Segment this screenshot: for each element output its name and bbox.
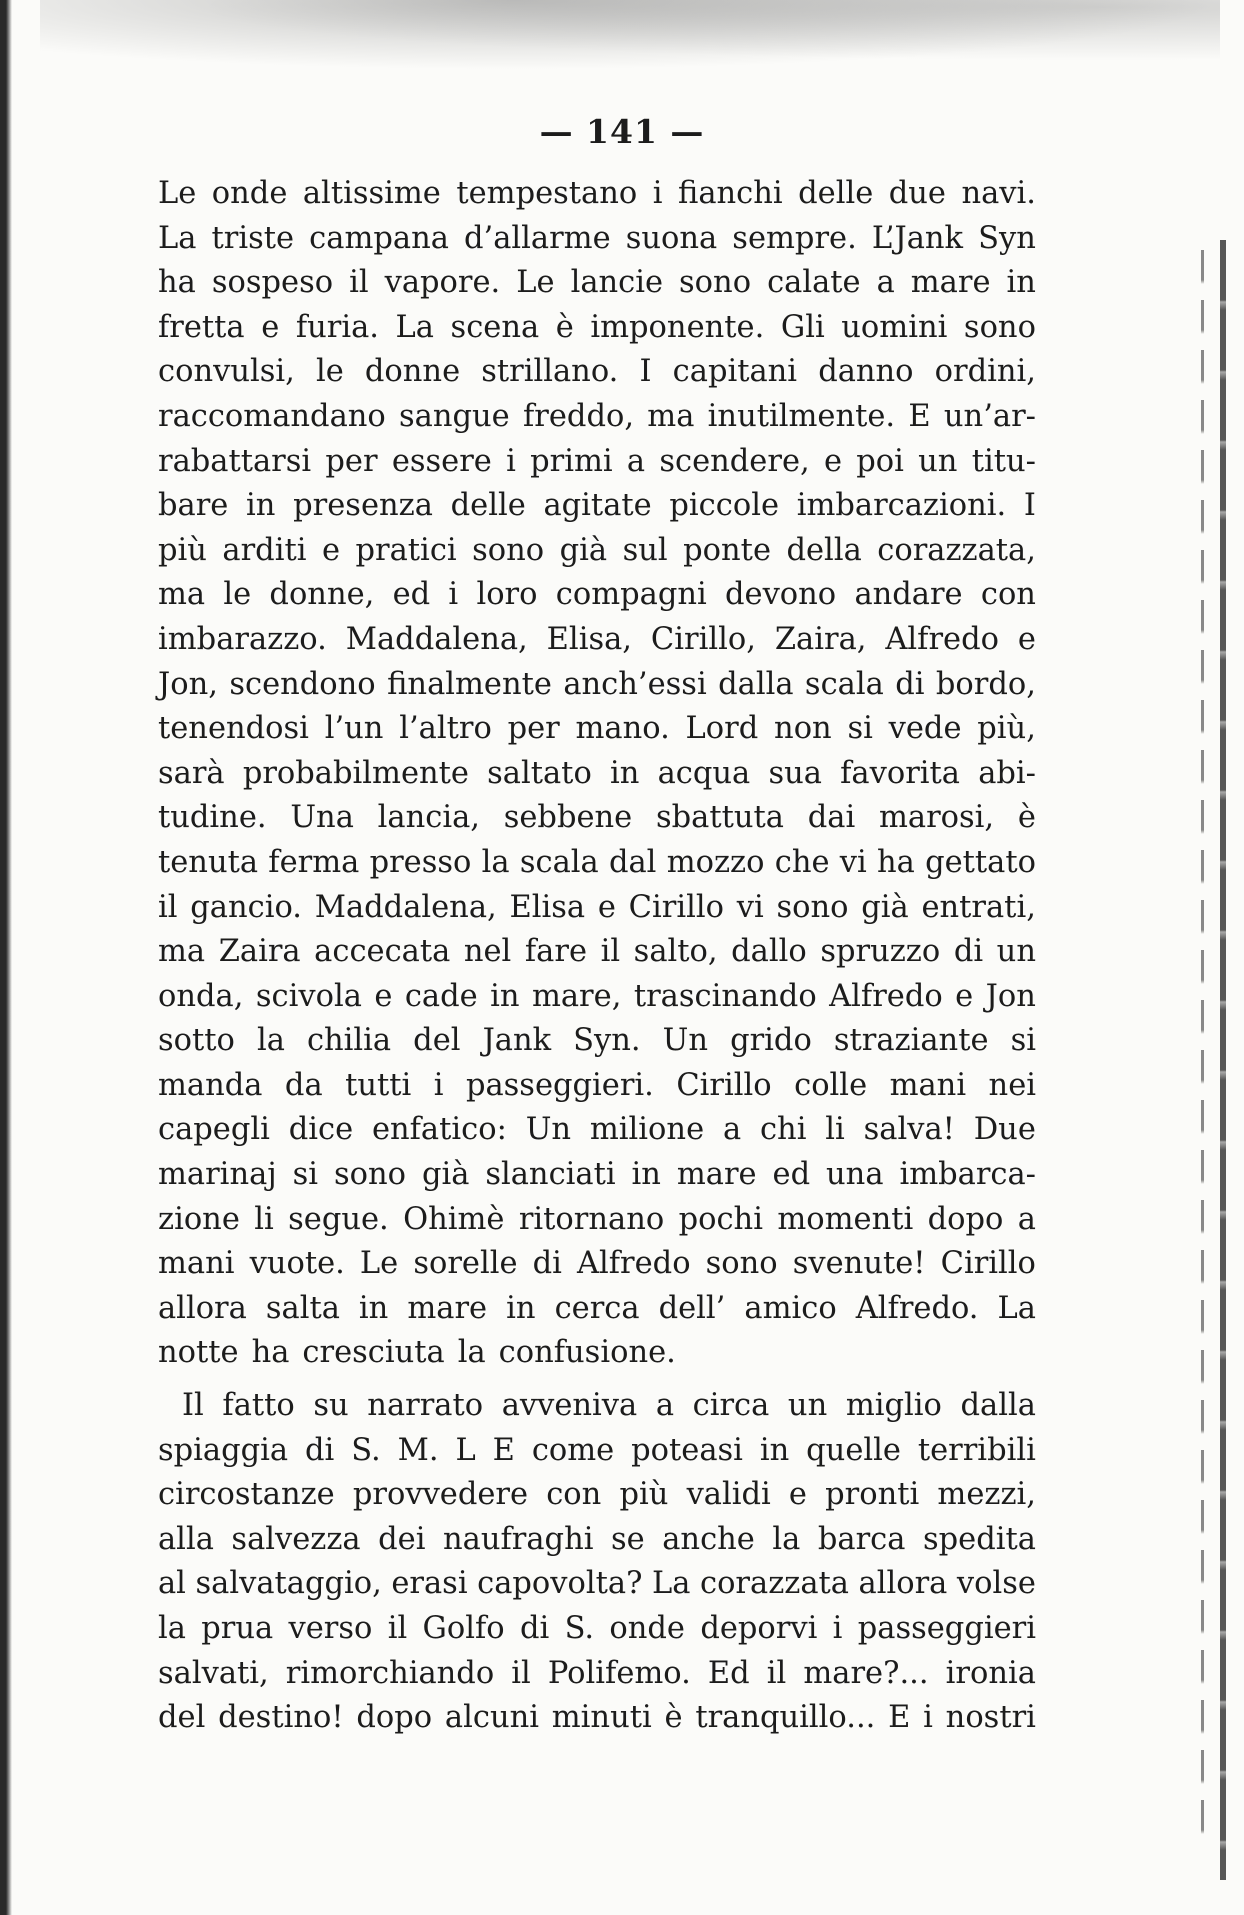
text-line: bare in presenza delle agitate piccole imbarcazioni. I bbox=[158, 488, 1036, 524]
text-line: sotto la chilia del Jank Syn. Un grido straziante si bbox=[158, 1023, 1036, 1059]
text-line: fretta e furia. La scena è imponente. Gli uomini sono bbox=[158, 309, 1036, 345]
text-line: tenendosi l’un l’altro per mano. Lord non si vede più, bbox=[158, 711, 1036, 747]
text-line: zione li segue. Ohimè ritornano pochi momenti dopo a bbox=[158, 1201, 1036, 1237]
text-line: rabattarsi per essere i primi a scendere, e poi un titu- bbox=[158, 443, 1036, 479]
text-line: imbarazzo. Maddalena, Elisa, Cirillo, Zaira, Alfredo e bbox=[158, 621, 1036, 657]
scan-edge-right-inner bbox=[1201, 250, 1204, 1850]
text-line: sarà probabilmente saltato in acqua sua favorita abi- bbox=[158, 755, 1036, 791]
text-line: salvati, rimorchiando il Polifemo. Ed il mare?... ironia bbox=[158, 1655, 1036, 1691]
paragraph bbox=[158, 172, 1036, 1376]
text-line: La triste campana d’allarme suona sempre. L’Jank Syn bbox=[158, 220, 1036, 256]
text-line: capegli dice enfatico: Un milione a chi li salva! Due bbox=[158, 1112, 1036, 1148]
text-line: raccomandano sangue freddo, ma inutilmente. E un’ar- bbox=[158, 398, 1036, 434]
text-line: mani vuote. Le sorelle di Alfredo sono svenute! Cirillo bbox=[158, 1246, 1036, 1282]
text-line: ha sospeso il vapore. Le lancie sono calate a mare in bbox=[158, 265, 1036, 301]
text-line: il gancio. Maddalena, Elisa e Cirillo vi sono già entrati, bbox=[158, 889, 1036, 925]
text-line: allora salta in mare in cerca dell’ amico Alfredo. La bbox=[158, 1290, 1036, 1326]
scan-noise-top bbox=[40, 0, 1220, 70]
text-line: più arditi e pratici sono già sul ponte della corazzata, bbox=[158, 532, 1036, 568]
scan-edge-right bbox=[1220, 240, 1226, 1880]
paragraph bbox=[158, 1384, 1036, 1741]
text-body bbox=[158, 172, 1036, 1741]
text-line: marinaj si sono già slanciati in mare ed una imbarca- bbox=[158, 1157, 1036, 1193]
page-number: — 141 — bbox=[539, 112, 705, 151]
text-line: Le onde altissime tempestano i fianchi delle due navi. bbox=[158, 176, 1036, 211]
text-line: al salvataggio, erasi capovolta? La corazzata allora volse bbox=[158, 1566, 1036, 1602]
text-line: ma Zaira accecata nel fare il salto, dallo spruzzo di un bbox=[158, 934, 1036, 970]
text-line: del destino! dopo alcuni minuti è tranquillo... E i nostri bbox=[158, 1700, 1036, 1736]
text-line: convulsi, le donne strillano. I capitani danno ordini, bbox=[158, 354, 1036, 390]
text-line: la prua verso il Golfo di S. onde deporvi i passeggieri bbox=[158, 1611, 1036, 1646]
text-line: manda da tutti i passeggieri. Cirillo colle mani nei bbox=[158, 1067, 1036, 1103]
scan-edge-left bbox=[0, 0, 12, 1915]
text-line: spiaggia di S. M. L E come poteasi in quelle terribili bbox=[158, 1432, 1036, 1468]
text-line: tenuta ferma presso la scala dal mozzo che vi ha gettato bbox=[158, 844, 1036, 880]
text-line: Jon, scendono finalmente anch’essi dalla scala di bordo, bbox=[158, 666, 1036, 702]
text-line: notte ha cresciuta la confusione. bbox=[158, 1335, 676, 1371]
text-line: onda, scivola e cade in mare, trascinando Alfredo e Jon bbox=[158, 978, 1036, 1014]
text-line: ma le donne, ed i loro compagni devono andare con bbox=[158, 577, 1036, 613]
text-line: circostanze provvedere con più validi e pronti mezzi, bbox=[158, 1477, 1036, 1513]
text-line: Il fatto su narrato avveniva a circa un miglio dalla bbox=[182, 1388, 1036, 1424]
text-line: tudine. Una lancia, sebbene sbattuta dai marosi, è bbox=[158, 800, 1036, 836]
text-line: alla salvezza dei naufraghi se anche la barca spedita bbox=[158, 1521, 1036, 1557]
